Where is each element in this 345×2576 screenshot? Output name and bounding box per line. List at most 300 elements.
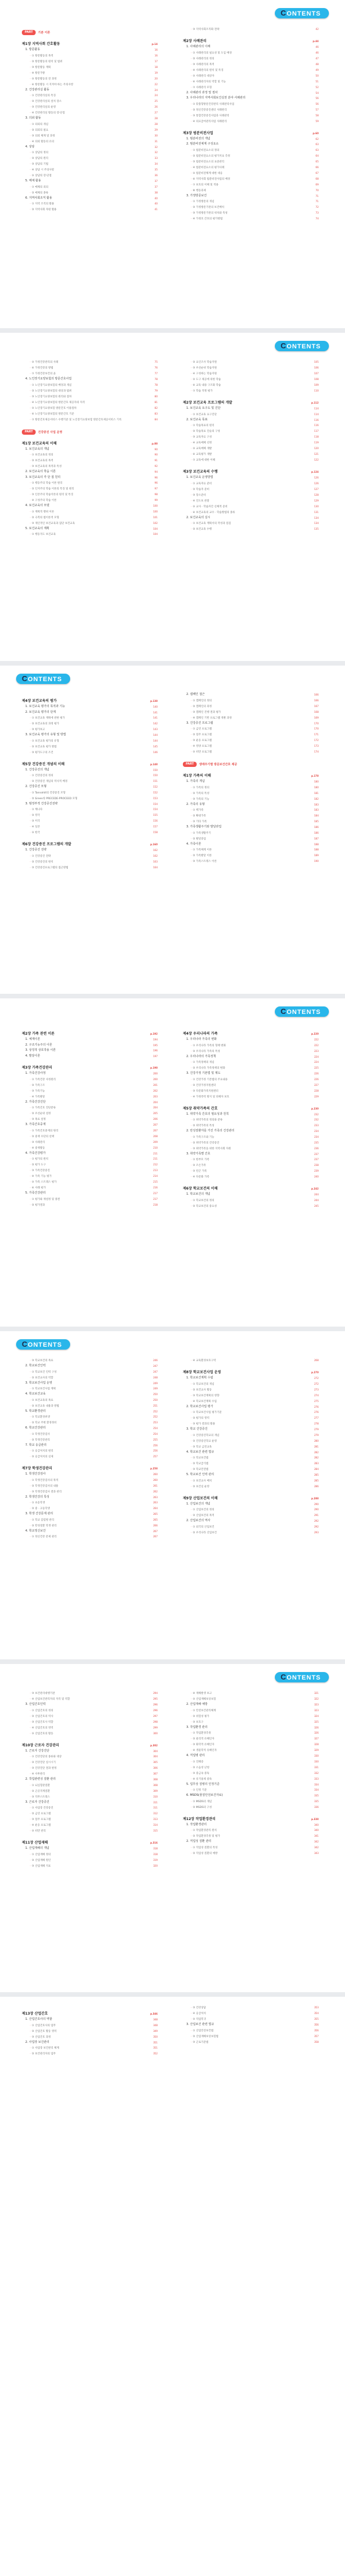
- subsection-entry[interactable]: [183, 732, 319, 738]
- subsection-entry[interactable]: [22, 1489, 158, 1495]
- subsection-entry[interactable]: [183, 1203, 319, 1209]
- subsection-entry[interactable]: [22, 807, 158, 812]
- subsection-entry[interactable]: [22, 1139, 158, 1145]
- chapter-heading[interactable]: [183, 773, 319, 779]
- subsection-entry[interactable]: [22, 1719, 158, 1725]
- subsection-entry[interactable]: [22, 1358, 158, 1363]
- subsection-entry[interactable]: [183, 210, 319, 216]
- subsection-entry[interactable]: [183, 510, 319, 515]
- section-entry[interactable]: [183, 1112, 319, 1118]
- subsection-entry[interactable]: [22, 1403, 158, 1409]
- subsection-entry[interactable]: [183, 412, 319, 417]
- subsection-entry[interactable]: [22, 1500, 158, 1506]
- subsection-entry[interactable]: [183, 1747, 319, 1753]
- subsection-entry[interactable]: [183, 50, 319, 56]
- subsection-entry[interactable]: [22, 2045, 158, 2051]
- subsection-entry[interactable]: [183, 1444, 319, 1450]
- subsection-entry[interactable]: [22, 1828, 158, 1834]
- subsection-entry[interactable]: [183, 1513, 319, 1518]
- subsection-entry[interactable]: [22, 1534, 158, 1540]
- subsection-entry[interactable]: [22, 1863, 158, 1869]
- subsection-entry[interactable]: [22, 1477, 158, 1483]
- subsection-entry[interactable]: [183, 1851, 319, 1856]
- subsection-entry[interactable]: [22, 1517, 158, 1523]
- chapter-heading[interactable]: [183, 1495, 319, 1502]
- subsection-entry[interactable]: [22, 104, 158, 110]
- subsection-entry[interactable]: [183, 147, 319, 153]
- subsection-entry[interactable]: [183, 1833, 319, 1839]
- subsection-entry[interactable]: [183, 2028, 319, 2034]
- subsection-entry[interactable]: [22, 1088, 158, 1094]
- subsection-entry[interactable]: [22, 1523, 158, 1529]
- section-entry[interactable]: [183, 2022, 319, 2028]
- chapter-heading[interactable]: [22, 1742, 158, 1749]
- subsection-entry[interactable]: [22, 853, 158, 859]
- subsection-entry[interactable]: [22, 1202, 158, 1208]
- subsection-entry[interactable]: [183, 1117, 319, 1123]
- subsection-entry[interactable]: [183, 377, 319, 382]
- chapter-heading[interactable]: [183, 469, 319, 475]
- section-entry[interactable]: [183, 417, 319, 423]
- section-entry[interactable]: [22, 1151, 158, 1157]
- section-entry[interactable]: [22, 1122, 158, 1128]
- subsection-entry[interactable]: [183, 2011, 319, 2016]
- subsection-entry[interactable]: [22, 2051, 158, 2057]
- subsection-entry[interactable]: [183, 1415, 319, 1421]
- chapter-heading[interactable]: [183, 400, 319, 406]
- section-entry[interactable]: [22, 1071, 158, 1077]
- subsection-entry[interactable]: [183, 457, 319, 463]
- subsection-entry[interactable]: [183, 1524, 319, 1530]
- section-entry[interactable]: [183, 1152, 319, 1157]
- section-entry[interactable]: [183, 1054, 319, 1060]
- subsection-entry[interactable]: [183, 204, 319, 210]
- subsection-entry[interactable]: [22, 865, 158, 871]
- subsection-entry[interactable]: [22, 1783, 158, 1788]
- subsection-entry[interactable]: [183, 1799, 319, 1804]
- subsection-entry[interactable]: [22, 790, 158, 796]
- section-entry[interactable]: [183, 721, 319, 727]
- subsection-entry[interactable]: [22, 1731, 158, 1737]
- subsection-entry[interactable]: [22, 1386, 158, 1392]
- subsection-entry[interactable]: [183, 504, 319, 510]
- subsection-entry[interactable]: [183, 165, 319, 170]
- subsection-entry[interactable]: [183, 1690, 319, 1696]
- section-entry[interactable]: [22, 526, 158, 532]
- subsection-entry[interactable]: [22, 1116, 158, 1122]
- subsection-entry[interactable]: [22, 59, 158, 64]
- section-entry[interactable]: [22, 1529, 158, 1534]
- section-entry[interactable]: [22, 47, 158, 53]
- section-entry[interactable]: [22, 1381, 158, 1386]
- subsection-entry[interactable]: [22, 1196, 158, 1202]
- subsection-entry[interactable]: [183, 1827, 319, 1833]
- section-entry[interactable]: [183, 1037, 319, 1043]
- subsection-entry[interactable]: [183, 813, 319, 819]
- section-entry[interactable]: [183, 1404, 319, 1410]
- section-entry[interactable]: [183, 515, 319, 521]
- section-entry[interactable]: [22, 1426, 158, 1431]
- section-entry[interactable]: [183, 779, 319, 785]
- subsection-entry[interactable]: [22, 859, 158, 865]
- chapter-heading[interactable]: [183, 38, 319, 44]
- subsection-entry[interactable]: [22, 184, 158, 190]
- subsection-entry[interactable]: [22, 486, 158, 492]
- section-entry[interactable]: [183, 1839, 319, 1845]
- subsection-entry[interactable]: [183, 481, 319, 487]
- section-entry[interactable]: [22, 447, 158, 453]
- subsection-entry[interactable]: [183, 2039, 319, 2045]
- subsection-entry[interactable]: [183, 423, 319, 428]
- subsection-entry[interactable]: [22, 1483, 158, 1489]
- subsection-entry[interactable]: [183, 1696, 319, 1702]
- subsection-entry[interactable]: [22, 1094, 158, 1100]
- subsection-entry[interactable]: [183, 188, 319, 193]
- subsection-entry[interactable]: [22, 1185, 158, 1191]
- chapter-heading[interactable]: [22, 1031, 158, 1037]
- subsection-entry[interactable]: [22, 830, 158, 835]
- section-entry[interactable]: [22, 2017, 158, 2023]
- subsection-entry[interactable]: [22, 405, 158, 411]
- subsection-entry[interactable]: [183, 1393, 319, 1399]
- section-entry[interactable]: [183, 44, 319, 50]
- subsection-entry[interactable]: [183, 1730, 319, 1736]
- subsection-entry[interactable]: [183, 1381, 319, 1387]
- section-entry[interactable]: [183, 1450, 319, 1456]
- subsection-entry[interactable]: [22, 417, 158, 423]
- subsection-entry[interactable]: [183, 1077, 319, 1082]
- subsection-entry[interactable]: [22, 812, 158, 818]
- section-entry[interactable]: [22, 1191, 158, 1196]
- subsection-entry[interactable]: [22, 382, 158, 388]
- subsection-entry[interactable]: [22, 824, 158, 830]
- subsection-entry[interactable]: [183, 1043, 319, 1048]
- subsection-entry[interactable]: [183, 1478, 319, 1484]
- subsection-entry[interactable]: [183, 440, 319, 446]
- subsection-entry[interactable]: [22, 750, 158, 755]
- chapter-heading[interactable]: [22, 1465, 158, 1472]
- subsection-entry[interactable]: [183, 159, 319, 165]
- subsection-entry[interactable]: [22, 1397, 158, 1403]
- subsection-entry[interactable]: [183, 1461, 319, 1466]
- subsection-entry[interactable]: [183, 371, 319, 377]
- subsection-entry[interactable]: [183, 1708, 319, 1713]
- section-entry[interactable]: [183, 1427, 319, 1433]
- subsection-entry[interactable]: [183, 176, 319, 182]
- subsection-entry[interactable]: [22, 400, 158, 405]
- subsection-entry[interactable]: [183, 62, 319, 67]
- subsection-entry[interactable]: [22, 190, 158, 196]
- chapter-heading[interactable]: [183, 1816, 319, 1822]
- section-entry[interactable]: [183, 142, 319, 147]
- subsection-entry[interactable]: [22, 715, 158, 721]
- subsection-entry[interactable]: [22, 480, 158, 486]
- subsection-entry[interactable]: [22, 458, 158, 463]
- subsection-entry[interactable]: [22, 492, 158, 497]
- subsection-entry[interactable]: [22, 1431, 158, 1437]
- section-entry[interactable]: [22, 377, 158, 382]
- subsection-entry[interactable]: [183, 1162, 319, 1168]
- subsection-entry[interactable]: [22, 796, 158, 801]
- subsection-entry[interactable]: [22, 1162, 158, 1168]
- subsection-entry[interactable]: [22, 1713, 158, 1719]
- subsection-entry[interactable]: [183, 1048, 319, 1054]
- subsection-entry[interactable]: [183, 785, 319, 791]
- section-entry[interactable]: [183, 692, 319, 698]
- subsection-entry[interactable]: [183, 382, 319, 388]
- subsection-entry[interactable]: [183, 56, 319, 62]
- section-entry[interactable]: [22, 1409, 158, 1415]
- subsection-entry[interactable]: [22, 509, 158, 515]
- subsection-entry[interactable]: [22, 727, 158, 732]
- subsection-entry[interactable]: [22, 1771, 158, 1777]
- section-entry[interactable]: [183, 1071, 319, 1077]
- chapter-heading[interactable]: [22, 841, 158, 848]
- subsection-entry[interactable]: [22, 161, 158, 167]
- subsection-entry[interactable]: [183, 388, 319, 394]
- subsection-entry[interactable]: [22, 520, 158, 526]
- section-entry[interactable]: [183, 90, 319, 96]
- subsection-entry[interactable]: [22, 1437, 158, 1443]
- subsection-entry[interactable]: [183, 1438, 319, 1444]
- section-entry[interactable]: [183, 1702, 319, 1708]
- subsection-entry[interactable]: [183, 1736, 319, 1742]
- subsection-entry[interactable]: [22, 82, 158, 88]
- section-entry[interactable]: [183, 96, 319, 101]
- subsection-entry[interactable]: [183, 1094, 319, 1100]
- section-entry[interactable]: [22, 2040, 158, 2046]
- subsection-entry[interactable]: [22, 371, 158, 377]
- subsection-entry[interactable]: [22, 1725, 158, 1731]
- subsection-entry[interactable]: [183, 715, 319, 721]
- section-entry[interactable]: [183, 1502, 319, 1507]
- subsection-entry[interactable]: [183, 858, 319, 864]
- chapter-heading[interactable]: [22, 41, 158, 47]
- subsection-entry[interactable]: [183, 119, 319, 124]
- subsection-entry[interactable]: [22, 1077, 158, 1082]
- subsection-entry[interactable]: [22, 531, 158, 537]
- subsection-entry[interactable]: [22, 1082, 158, 1088]
- subsection-entry[interactable]: [183, 1409, 319, 1415]
- subsection-entry[interactable]: [183, 1433, 319, 1438]
- section-entry[interactable]: [183, 1725, 319, 1731]
- subsection-entry[interactable]: [183, 2005, 319, 2011]
- subsection-entry[interactable]: [183, 520, 319, 526]
- subsection-entry[interactable]: [22, 1857, 158, 1863]
- subsection-entry[interactable]: [22, 53, 158, 59]
- subsection-entry[interactable]: [22, 365, 158, 371]
- subsection-entry[interactable]: [183, 791, 319, 796]
- subsection-entry[interactable]: [22, 1817, 158, 1822]
- subsection-entry[interactable]: [22, 1145, 158, 1151]
- subsection-entry[interactable]: [183, 79, 319, 85]
- subsection-entry[interactable]: [22, 1173, 158, 1179]
- section-entry[interactable]: [22, 801, 158, 807]
- section-entry[interactable]: [22, 116, 158, 121]
- subsection-entry[interactable]: [183, 738, 319, 743]
- subsection-entry[interactable]: [22, 127, 158, 133]
- section-entry[interactable]: [22, 1363, 158, 1369]
- subsection-entry[interactable]: [22, 173, 158, 178]
- section-entry[interactable]: [183, 1518, 319, 1524]
- section-entry[interactable]: [22, 1443, 158, 1449]
- subsection-entry[interactable]: [22, 388, 158, 394]
- section-entry[interactable]: [183, 825, 319, 830]
- section-entry[interactable]: [22, 704, 158, 710]
- section-entry[interactable]: [22, 196, 158, 202]
- section-entry[interactable]: [22, 1472, 158, 1477]
- subsection-entry[interactable]: [22, 139, 158, 145]
- subsection-entry[interactable]: [183, 1484, 319, 1490]
- subsection-entry[interactable]: [22, 155, 158, 161]
- subsection-entry[interactable]: [22, 1156, 158, 1162]
- subsection-entry[interactable]: [183, 1065, 319, 1071]
- subsection-entry[interactable]: [183, 526, 319, 532]
- subsection-entry[interactable]: [22, 167, 158, 173]
- subsection-entry[interactable]: [22, 76, 158, 82]
- section-entry[interactable]: [183, 406, 319, 412]
- subsection-entry[interactable]: [183, 1787, 319, 1793]
- section-entry[interactable]: [183, 1753, 319, 1759]
- subsection-entry[interactable]: [22, 1811, 158, 1817]
- subsection-entry[interactable]: [183, 836, 319, 842]
- subsection-entry[interactable]: [22, 150, 158, 155]
- subsection-entry[interactable]: [183, 1845, 319, 1851]
- subsection-entry[interactable]: [183, 743, 319, 749]
- subsection-entry[interactable]: [22, 1822, 158, 1828]
- subsection-entry[interactable]: [183, 1399, 319, 1404]
- subsection-entry[interactable]: [183, 796, 319, 802]
- subsection-entry[interactable]: [183, 216, 319, 222]
- subsection-entry[interactable]: [183, 1713, 319, 1719]
- subsection-entry[interactable]: [22, 1168, 158, 1173]
- subsection-entry[interactable]: [183, 1770, 319, 1776]
- subsection-entry[interactable]: [22, 1788, 158, 1794]
- subsection-entry[interactable]: [183, 698, 319, 704]
- subsection-entry[interactable]: [183, 847, 319, 853]
- section-entry[interactable]: [22, 1777, 158, 1783]
- subsection-entry[interactable]: [22, 773, 158, 778]
- subsection-entry[interactable]: [22, 1448, 158, 1454]
- subsection-entry[interactable]: [22, 778, 158, 784]
- subsection-entry[interactable]: [183, 2016, 319, 2022]
- subsection-entry[interactable]: [22, 721, 158, 727]
- section-entry[interactable]: [183, 1782, 319, 1788]
- subsection-entry[interactable]: [22, 1760, 158, 1765]
- subsection-entry[interactable]: [183, 1088, 319, 1094]
- subsection-entry[interactable]: [183, 749, 319, 755]
- subsection-entry[interactable]: [22, 1805, 158, 1811]
- section-entry[interactable]: [22, 503, 158, 509]
- subsection-entry[interactable]: [22, 1105, 158, 1111]
- subsection-entry[interactable]: [183, 726, 319, 732]
- subsection-entry[interactable]: [183, 26, 319, 32]
- subsection-entry[interactable]: [183, 1530, 319, 1536]
- subsection-entry[interactable]: [183, 1466, 319, 1472]
- subsection-entry[interactable]: [183, 2034, 319, 2039]
- subsection-entry[interactable]: [22, 452, 158, 458]
- subsection-entry[interactable]: [22, 411, 158, 417]
- subsection-entry[interactable]: [22, 1690, 158, 1696]
- subsection-entry[interactable]: [22, 1375, 158, 1381]
- subsection-entry[interactable]: [183, 1358, 319, 1363]
- subsection-entry[interactable]: [22, 1128, 158, 1134]
- subsection-entry[interactable]: [22, 818, 158, 824]
- subsection-entry[interactable]: [22, 64, 158, 70]
- subsection-entry[interactable]: [183, 1134, 319, 1140]
- section-entry[interactable]: [183, 475, 319, 481]
- section-entry[interactable]: [22, 848, 158, 853]
- subsection-entry[interactable]: [183, 709, 319, 715]
- subsection-entry[interactable]: [183, 704, 319, 709]
- section-entry[interactable]: [22, 1749, 158, 1754]
- subsection-entry[interactable]: [22, 1852, 158, 1857]
- section-entry[interactable]: [22, 1702, 158, 1708]
- subsection-entry[interactable]: [22, 1754, 158, 1760]
- subsection-entry[interactable]: [183, 830, 319, 836]
- subsection-entry[interactable]: [22, 207, 158, 212]
- chapter-heading[interactable]: [22, 2011, 158, 2017]
- subsection-entry[interactable]: [183, 153, 319, 159]
- subsection-entry[interactable]: [183, 1168, 319, 1174]
- subsection-entry[interactable]: [183, 498, 319, 504]
- subsection-entry[interactable]: [22, 98, 158, 104]
- section-entry[interactable]: [22, 469, 158, 475]
- subsection-entry[interactable]: [183, 1455, 319, 1461]
- subsection-entry[interactable]: [22, 1454, 158, 1460]
- subsection-entry[interactable]: [183, 107, 319, 113]
- chapter-heading[interactable]: [183, 1031, 319, 1037]
- subsection-entry[interactable]: [22, 2034, 158, 2040]
- subsection-entry[interactable]: [22, 133, 158, 139]
- chapter-heading[interactable]: [22, 698, 158, 704]
- subsection-entry[interactable]: [183, 1421, 319, 1427]
- subsection-entry[interactable]: [183, 1719, 319, 1725]
- subsection-entry[interactable]: [183, 1198, 319, 1203]
- section-entry[interactable]: [183, 1129, 319, 1134]
- section-entry[interactable]: [22, 1511, 158, 1517]
- chapter-heading[interactable]: [183, 1369, 319, 1376]
- chapter-heading[interactable]: [183, 1186, 319, 1192]
- subsection-entry[interactable]: [22, 1414, 158, 1420]
- subsection-entry[interactable]: [183, 1804, 319, 1810]
- subsection-entry[interactable]: [183, 807, 319, 813]
- section-entry[interactable]: [22, 1800, 158, 1806]
- section-entry[interactable]: [183, 136, 319, 142]
- subsection-entry[interactable]: [183, 1765, 319, 1770]
- subsection-entry[interactable]: [183, 73, 319, 79]
- subsection-entry[interactable]: [22, 93, 158, 98]
- subsection-entry[interactable]: [183, 1140, 319, 1146]
- section-entry[interactable]: [183, 842, 319, 848]
- subsection-entry[interactable]: [22, 497, 158, 503]
- subsection-entry[interactable]: [183, 182, 319, 188]
- subsection-entry[interactable]: [183, 365, 319, 371]
- subsection-entry[interactable]: [183, 1759, 319, 1765]
- subsection-entry[interactable]: [183, 101, 319, 107]
- section-entry[interactable]: [183, 1822, 319, 1828]
- subsection-entry[interactable]: [183, 451, 319, 457]
- section-entry[interactable]: [22, 1037, 158, 1043]
- section-entry[interactable]: [22, 1048, 158, 1054]
- subsection-entry[interactable]: [22, 738, 158, 744]
- subsection-entry[interactable]: [183, 1507, 319, 1513]
- subsection-entry[interactable]: [183, 487, 319, 492]
- section-entry[interactable]: [22, 1054, 158, 1059]
- subsection-entry[interactable]: [22, 515, 158, 520]
- subsection-entry[interactable]: [183, 67, 319, 73]
- subsection-entry[interactable]: [183, 428, 319, 434]
